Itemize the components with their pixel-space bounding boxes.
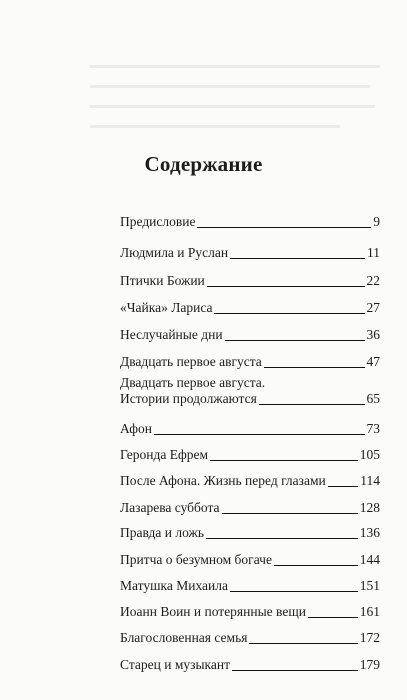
toc-leader-line [230,258,365,259]
toc-entry-title: Птички Божии [120,273,205,288]
toc-leader-line [222,513,358,514]
bleed-through-text [90,60,390,140]
toc-page-number: 47 [366,354,380,369]
toc-entry[interactable] [120,525,380,541]
toc-page-number: 128 [359,500,380,515]
contents-title: Содержание [144,152,263,176]
toc-entry-title: Иоанн Воин и потерянные вещи [120,604,306,619]
toc-entry-title-line2: Истории продолжаются [120,391,257,406]
toc-leader-line [206,538,358,539]
toc-page-number: 151 [359,578,380,593]
toc-entry-title-line1: Двадцать первое августа. [120,375,266,390]
toc-leader-line [264,367,365,368]
toc-leader-line [259,404,365,405]
toc-entry-title: Лазарева суббота [120,500,220,515]
toc-page-number: 22 [366,273,380,288]
toc-entry[interactable] [120,447,380,463]
toc-entry[interactable] [120,273,380,289]
toc-page-number: 11 [367,245,380,260]
toc-entry[interactable] [120,473,380,489]
toc-entry[interactable] [120,604,380,620]
toc-leader-line [249,643,357,644]
toc-entry-title: Двадцать первое августа [120,354,262,369]
toc-entry-title: Афон [120,421,152,436]
toc-leader-line [210,460,358,461]
toc-entry[interactable] [120,327,380,343]
toc-entry-title: Притча о безумном богаче [120,552,272,567]
toc-page-number: 65 [366,391,380,406]
toc-page-number: 161 [359,604,380,619]
toc-entry-two-line[interactable] [120,375,380,407]
toc-leader-line [308,617,358,618]
toc-entry-title: Благословенная семья [120,630,248,645]
toc-entry[interactable] [120,245,380,261]
toc-leader-line [225,340,365,341]
toc-page-number: 9 [373,214,380,229]
toc-page-number: 105 [359,447,380,462]
toc-entry[interactable] [120,500,380,516]
toc-entry-title: Людмила и Руслан [120,245,229,260]
toc-entry-title: Матушка Михаила [120,578,228,593]
toc-entry[interactable] [120,630,380,646]
toc-leader-line [274,565,358,566]
toc-leader-line [328,486,359,487]
toc-entry[interactable] [120,300,380,316]
toc-entry[interactable] [120,421,380,437]
toc-leader-line [154,434,365,435]
toc-page-number: 172 [359,630,380,645]
toc-page-number: 36 [366,327,380,342]
toc-entry[interactable] [120,354,380,370]
toc-entry-title: Неслучайные дни [120,327,223,342]
toc-page-number: 114 [360,473,380,488]
toc-entry-title: «Чайка» Лариса [120,300,213,315]
toc-leader-line [230,591,358,592]
toc-entry-title: Геронда Ефрем [120,447,209,462]
toc-entry[interactable] [120,552,380,568]
toc-entry-title: Правда и ложь [120,525,204,540]
toc-leader-line [232,670,358,671]
toc-leader-line [197,227,371,228]
toc-page-number: 73 [366,421,380,436]
toc-entry-title: После Афона. Жизнь перед глазами [120,473,326,488]
toc-leader-line [207,286,365,287]
toc-entry[interactable] [120,578,380,594]
toc-page-number: 144 [359,552,380,567]
toc-page-number: 179 [359,657,380,672]
toc-page-number: 136 [359,525,380,540]
toc-leader-line [214,313,364,314]
toc-entry[interactable] [120,657,380,673]
toc-page-number: 27 [366,300,380,315]
toc-entry-preface[interactable] [120,214,380,230]
toc-entry-title: Предисловие [120,214,196,229]
toc-entry-title: Старец и музыкант [120,657,230,672]
